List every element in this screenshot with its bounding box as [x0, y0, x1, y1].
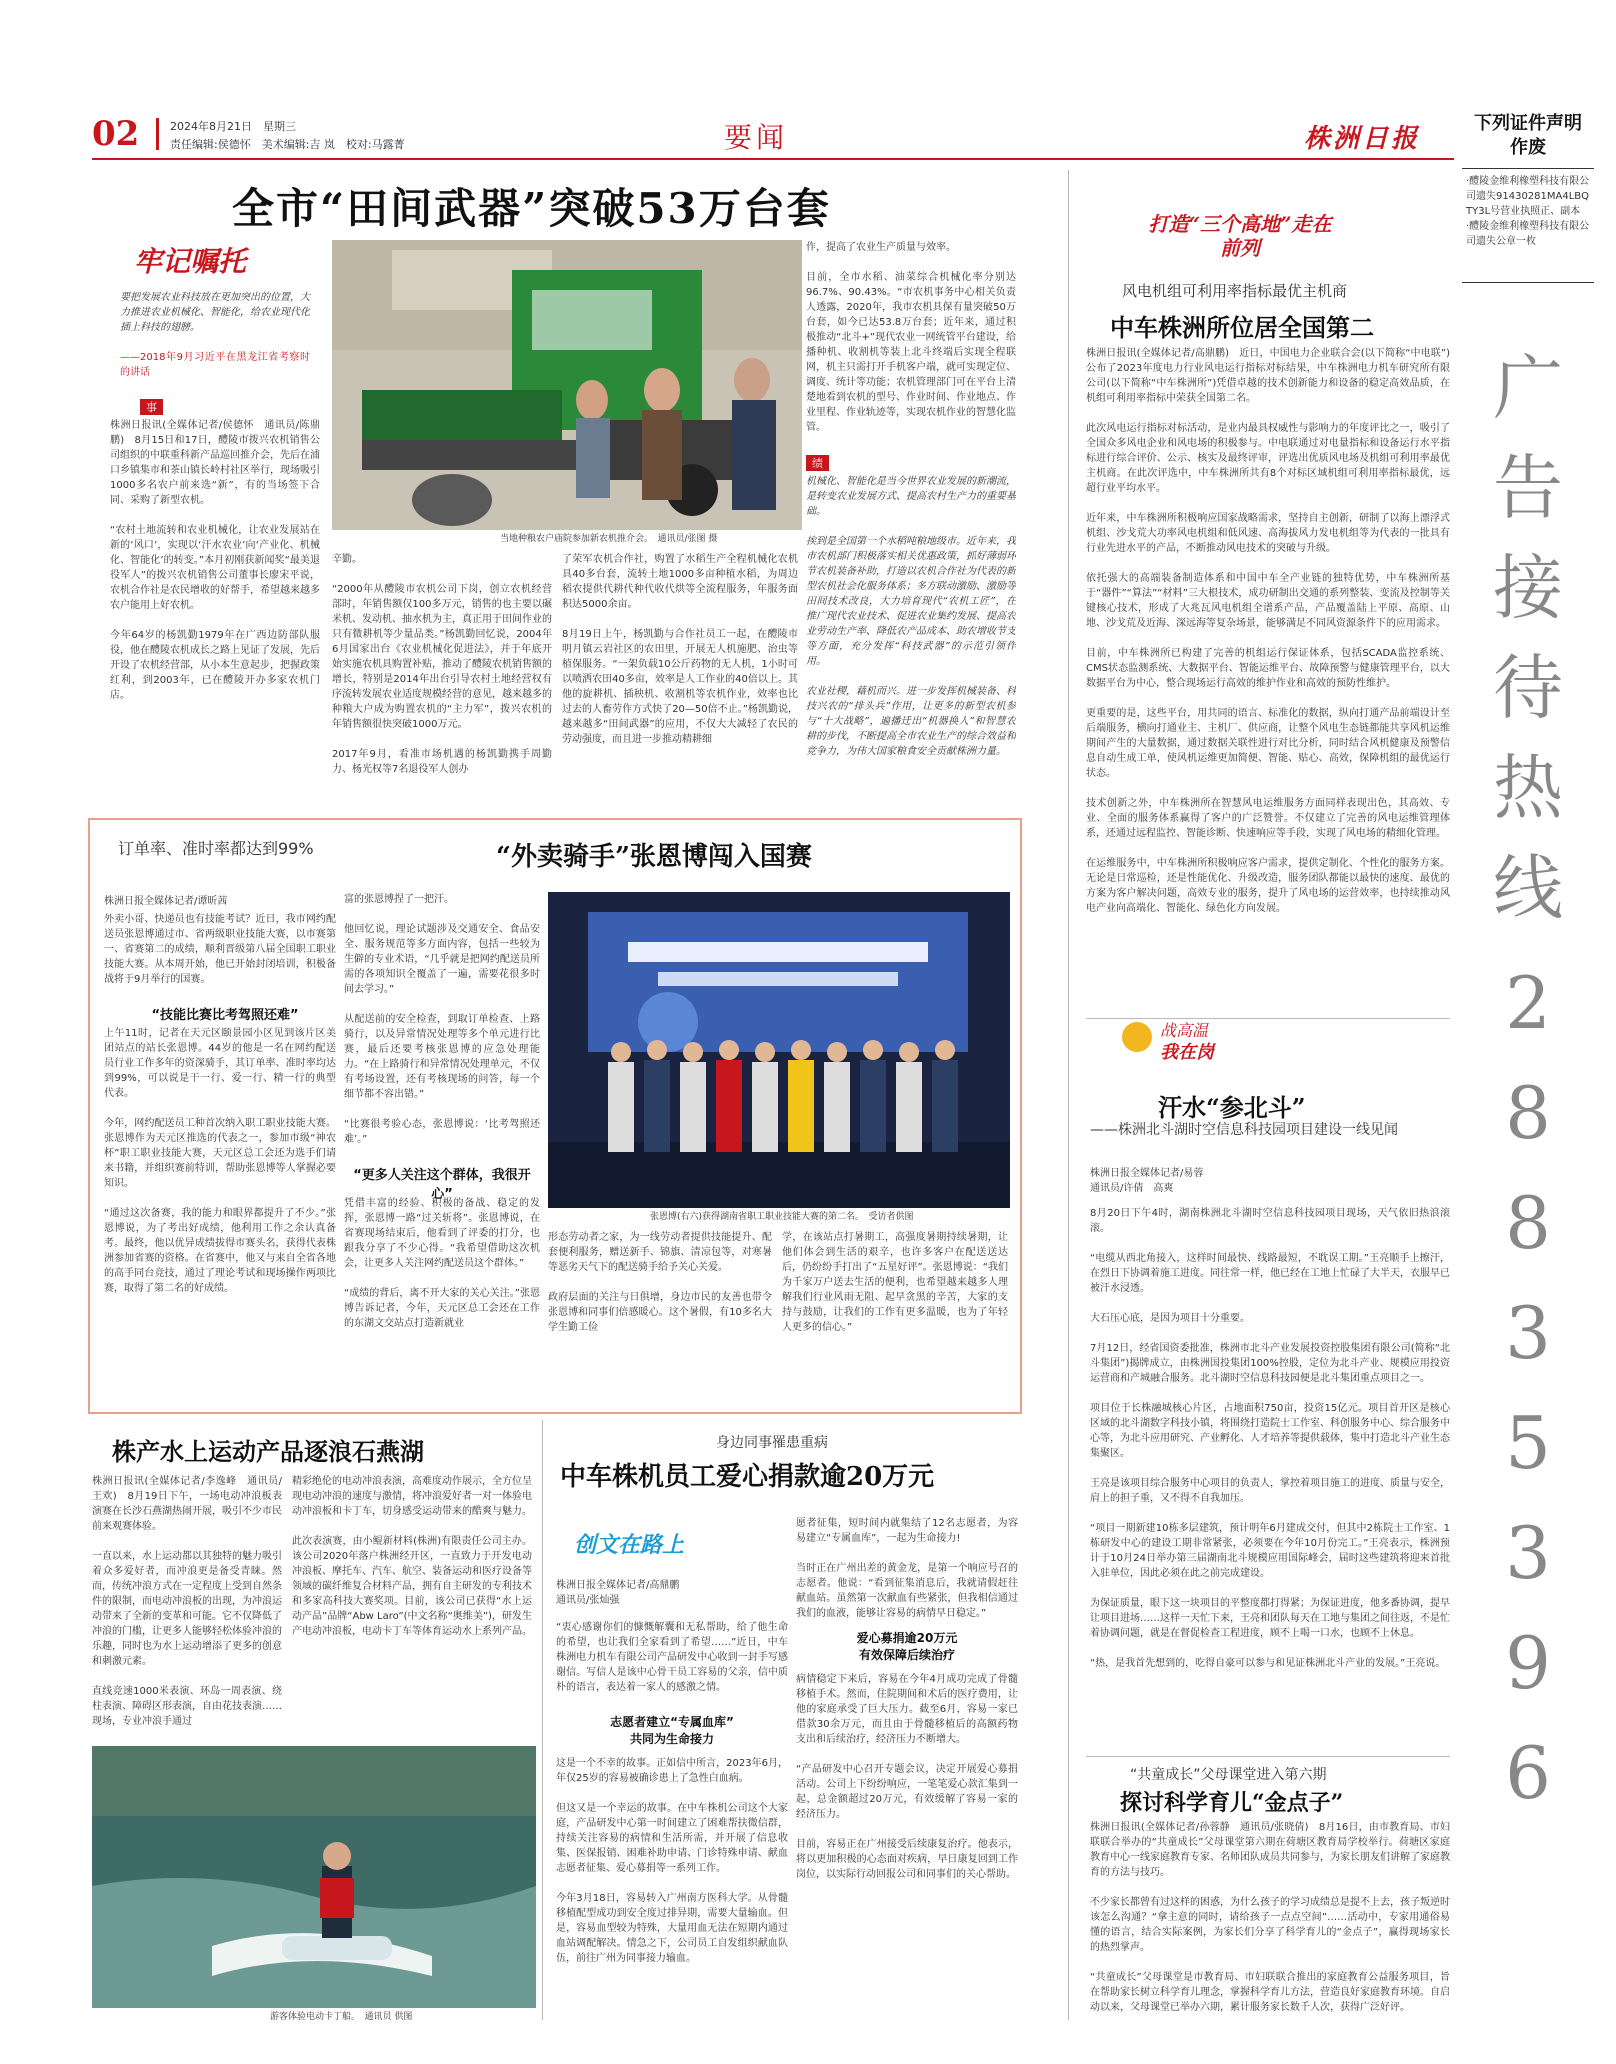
courier-col3: 形态劳动者之家，为一线劳动者提供技能提升、配套便利服务，赠送新手、锦旗、清凉包等，对寒暑等恶劣天气下的配送骑手给予关心关爱。 政府层面的关注与日俱增，身边市民的友善也带令张恩博和同事们倍感暖心。这个暑假，有10多名大学生勤工俭 [548, 1232, 772, 1333]
sidebar [1462, 108, 1594, 2008]
donation-sub2: 爱心募捐逾20万元 有效保障后续治疗 [856, 1631, 958, 1662]
ad-text: 广告接待热线 [1493, 347, 1563, 929]
tag-ji [806, 452, 829, 471]
article1-quote: 要把发展农业科技放在更加突出的位置，大力推进农业机械化、智能化，给农业现代化插上科技的翅膀。 [120, 292, 310, 333]
donation-kicker: 身边同事罹患重病 [716, 1435, 828, 1451]
parent-divider [1086, 1756, 1450, 1757]
donation-sub1: 志愿者建立“专属血库” 共同为生命接力 [610, 1715, 734, 1746]
harvester-photo-caption: 当地种粮农户庙院参加新农机推介会。 通讯员/张图 摄 [500, 534, 718, 544]
notice-title: 下列证件声明作废 [1474, 113, 1582, 158]
harvester-photo [332, 240, 802, 530]
courier-col2: 富的张恩博捏了一把汗。 他回忆说，理论试题涉及交通安全、食品安全、服务规范等多方面内容，包括一些较为生僻的专业术语，“几乎就是把网约配送员所需的各项知识全覆盖了一遍，需要花很多时间去学习。” 从配送前的安全检查，到取订单检查、上路骑行，以及异常情况处理等多个单元进行比赛，最后还要考核张恩博的应急处理能力。“在上路骑行和异常情况处理单元，不仅有考场设置，还有考核现场的问答，每一个细节都不容出错。” “比赛很考验心态，张恩博说：‘比考驾照还难’。” [344, 894, 540, 1145]
header-rule [92, 158, 1454, 160]
section-title: 要闻 [724, 121, 789, 154]
header-divider [156, 118, 159, 150]
harvester-illustration [332, 240, 802, 530]
sweat-subheadline: ——株洲北斗湖时空信息科技园项目建设一线见闻 [1090, 1122, 1398, 1138]
tag-ji-label: 绩 [806, 455, 829, 471]
article1-col2: 辛勤。 “2000年从醴陵市农机公司下岗，创立农机经营部时，年销售额仅100多万元，销售的也主要以碾米机、发动机、抽水机为主，真正用于田间作业的只有微耕机等少量品类。”杨凯勤回忆说，2004年6月国家出台《农业机械化促进法》，并于年底开始实施农机具购置补贴，推动了醴陵农机销售额的增长，特别是2014年出台引导农村土地经营权有序流转发展农业适度规模经营的意见，越来越多的种粮大户成为购置农机的“主力军”，拨兴农机的年销售额很快突破1000万元。 2017年9月，看准市场机遇的杨凯勤携手周勤力、杨光权等7名退役军人创办 [332, 554, 552, 775]
jetboard-photo-caption: 游客体验电动卡丁船。 通讯员 供图 [270, 2012, 413, 2022]
donation-column-logo: 创文在路上 [574, 1532, 685, 1558]
article1-col4: 作，提高了农业生产质量与效率。 目前，全市水稻、油菜综合机械化率分别达96.7%、90.43%。“市农机事务中心相关负责人透露，2020年，我市农机具保有量突破50万台套，如今已达53.8万台套；近年来，通过积极推动“北斗+”现代农业一网统管平台建设，给播种机、收割机等装上北斗终端后实现全程联网，机主只需打开手机客户端，就可实现定位、调度、统计等功能；农机管理部门可在平台上清楚地看到农机的型号、作业时间、作业地点、作业里程、作业轨迹等，实现农机作业的智慧化监管。 [806, 242, 1016, 433]
jetboard-photo [92, 1746, 536, 2008]
crrc-kicker: 风电机组可利用率指标最优主机商 [1122, 282, 1348, 300]
ad-phone: 28835396 [1505, 961, 1551, 1815]
donation-col2b: 病情稳定下来后，容易在今年4月成功完成了骨髓移植手术。然而，住院期间和术后的医疗费用，让他的家庭承受了巨大压力。截至6月，容易一家已借款30余万元，而且由于骨髓移植后的高额药物支出和后续治疗，经济压力不断增大。 “产品研发中心召开专题会议，决定开展爱心募捐活动。公司上下纷纷响应，一笔笔爱心款汇集到一起，总金额超过20万元，有效缓解了容易一家的经济压力。 目前，容易正在广州接受后续康复治疗。他表示，将以更加积极的心态面对疾病，早日康复回到工作岗位，以实际行动回报公司和同事们的关心帮助。 [796, 1674, 1018, 1880]
water-col2: 精彩绝伦的电动冲浪表演，高难度动作展示，全方位呈现电动冲浪的速度与激情，将冲浪爱好者一对一体验电动冲浪板和卡丁车，切身感受运动带来的酷爽与魅力。 此次表演赛，由小鲲新材料(株洲)有限责任公司主办。该公司2020年落户株洲经开区，一直致力于开发电动冲浪板、摩托车、汽车、航空、装备运动和医疗设备等领域的碳纤维复合材料产品，拥有自主研发的专利技术和多家高科技大赛奖项。目前，该公司已获得“水上运动产品”品牌“Abw Laro”(中文名称“奥维美”)，研发生产电动冲浪板，电动卡丁车等体育运动水上系列产品。 [292, 1476, 532, 1637]
article1-quote-source: ——2018年9月习近平在黑龙江省考察时的讲话 [120, 352, 310, 378]
jetboard-illustration [92, 1746, 536, 2008]
sweat-headline: 汗水“参北斗” [1158, 1093, 1306, 1122]
date-line: 2024年8月21日 星期三 [170, 120, 296, 133]
article1-commentary: 机械化、智能化是当今世界农业发展的新潮流，是转变农业发展方式、提高农村生产力的重要基础。 挨到是全国第一个水稻吨粮地级市。近年来，我市农机部门积极落实相关优惠政策，抓好薄弱环节农机装备补助，打造以农机合作社为代表的新型农机社会化服务体系；多方联动激励、激励等田间技术改良，大力培育现代“农机工匠”，在推广现代农业技术、促进农业集约发展、提高农业劳动生产率、降低农产品成本、助农增收节支等方面，充分发挥“科技武器”的示范引领作用。 农业社稷，藉机而兴。进一步发挥机械装备、科技兴农的“排头兵”作用，让更多的新型农机参与“十大战略”，遍播迁出“机器换人”和智慧农耕的步伐，不断提高全市农业生产的综合效益和竞争力，为伟大国家粮食安全贡献株洲力量。 [806, 476, 1016, 757]
parent-body: 株洲日报讯(全媒体记者/孙蓉静 通讯员/张晓倩) 8月16日，由市教育局、市妇联联合举办的“共童成长”父母课堂第六期在荷塘区教育局学校举行。荷塘区家庭教育中心一线家庭教育专家、名师团队成员共同参与，为家长朋友们讲解了家庭教育的方法与技巧。 不少家长都曾有过这样的困惑，为什么孩子的学习成绩总是提不上去，孩子叛逆时该怎么沟通？“拿主意的同时，请给孩子一点点空间”……活动中，专家用通俗易懂的语言，结合实际案例，为家长们分享了科学育儿的“金点子”，赢得现场家长的热烈掌声。 “共童成长”父母课堂是市教育局、市妇联联合推出的家庭教育公益服务项目，旨在帮助家长树立科学育儿理念，掌握科学育儿方法，营造良好家庭教育环境。自启动以来，父母课堂已举办六期，累计服务家长数千人次，获得广泛好评。 [1090, 1822, 1450, 2013]
paper-name-logo: 株洲日报 [1304, 124, 1421, 154]
tag-shi [140, 396, 163, 415]
crrc-banner: 打造“三个高地”走在前列 [1148, 212, 1332, 260]
page-number: 02 [92, 114, 140, 154]
courier-sub2: “更多人关注这个群体，我很开心” [353, 1168, 531, 1202]
parent-headline: 探讨科学育儿“金点子” [1120, 1790, 1344, 1816]
courier-headline: “外卖骑手”张恩博闯入国赛 [496, 842, 812, 872]
courier-kicker: 订单率、准时率都达到99% [118, 839, 314, 858]
heat-column-logo [1122, 1016, 1262, 1076]
notice-body: ·醴陵金维利橡塑科技有限公司遗失91430281MA4LBQTY3L号营业执照正、副本 ·醴陵金维利橡塑科技有限公司遗失公章一枚 [1466, 176, 1590, 247]
donation-col1: “衷心感谢你们的慷慨解囊和无私帮助，给了他生命的希望，也让我们全家看到了希望……”近日，中车株洲电力机车有限公司产品研发中心收到一封手写感谢信。写信人是该中心骨干员工容易的父亲，信中质朴的语言，表达着一家人的感激之情。 [556, 1622, 788, 1693]
ad-rule [1462, 282, 1594, 283]
crrc-body: 株洲日报讯(全媒体记者/高鼎鹏) 近日，中国电力企业联合会(以下简称“中电联”)公布了2023年度电力行业风电运行指标对标结果，中车株洲电力机车研究所有限公司(以下简称“中车株洲所”)凭借卓越的技术创新能力和设备的稳定高效品质，在机组可利用率指标中荣获全国第二名。 此次风电运行指标对标活动，是业内最具权威性与影响力的年度评比之一，吸引了全国众多风电企业和风电场的积极参与。中电联通过对电量指标和设备运行水平指标进行综合评价、公示、核实及最终评审，评选出优质风电场及机组可利用率最优主机商。在此次评选中，中车株洲所共有8个对标区域机组可利用率指标最优，远超行业平均水平。 近年来，中车株洲所积极响应国家战略需求，坚持自主创新，研制了以海上漂浮式机组、沙戈荒大功率风电机组和低风速、高海拔风力发电机组等为代表的一批具有行业先进水平的产品，不断推动风电技术的突破与升级。 依托强大的高端装备制造体系和中国中车全产业链的独特优势，中车株洲所基于“器件”“算法”“材料”三大根技术，成功研制出交通的系列整装、变流及控制等关键核心技术，形成了大兆瓦风电机组全谱系产品，产品覆盖陆上平原、高原、山地、沙戈荒及近海、深远海等复杂场景，能够满足不同风资源条件下的应用需求。 目前，中车株洲所已构建了完善的机组运行保证体系，包括SCADA监控系统、CMS状态监测系统、大数据平台、智能运维平台、故障预警与健康管理平台，以大数据平台为中心，整合现场运行高效的维护作业和高效的预防性维护。 更重要的是，这些平台，用共同的语言、标准化的数据，纵向打通产品前端设计至后端服务，横向打通业主、主机厂、供应商，让整个风电生态链都能共享风机运维期间产生的大量数据，通过数据关联性进行对比分析，同时结合风机健康及预警信息自动生成工单，使风机运维更加简便、智能、贴心、高效，保障机组的最优运行状态。 技术创新之外，中车株洲所在智慧风电运维服务方面同样表现出色，其高效、专业、全面的服务体系赢得了客户的广泛赞誉。不仅建立了完善的风电运维管理体系，还通过远程监控、智能诊断、快速响应等手段，实现了风电场的精细化管理。 在运维服务中，中车株洲所积极响应客户需求，提供定制化、个性化的服务方案。无论是日常巡检，还是性能优化、升级改造，服务团队都能以最快的速度、最优的方案为客户解决问题，高效专业的服务，提升了风电场的运营效率，也持续推动风电产业向高端化、智能化、绿色化方向发展。 [1086, 348, 1450, 914]
water-col1: 株洲日报讯(全媒体记者/李逸峰 通讯员/王欢) 8月19日下午，一场电动冲浪板表演赛在长沙石燕湖热闹开展，吸引不少市民前来观赛体验。 一直以来，水上运动都以其独特的魅力吸引着众多爱好者，而冲浪更是备受青睐。然而，传统冲浪方式在一定程度上受到自然条件的限制，而电动冲浪板的出现，为冲浪运动带来了全新的变革和可能。它不仅降低了冲浪的门槛，让更多人能够轻松体验冲浪的乐趣，同时也为水上运动增添了更多的创意和刺激元素。 直线竞速1000米表演、环岛一周表演、绕柱表演、障碍区形表演，自由花技表演……现场，专业冲浪手通过 [92, 1476, 282, 1727]
editors-line: 责任编辑:侯德怀 美术编辑:吉 岚 校对:马露菁 [170, 138, 405, 151]
award-ceremony-illustration [548, 892, 1010, 1208]
donation-col2: 愿者征集，短时间内就集结了12名志愿者，为容易建立“专属血库”，一起为生命接力! 当时正在广州出差的黄金龙，是第一个响应号召的志愿者。他说：“看到征集消息后，我就请假赶往献血站。虽然第一次献血有些紧张，但我相信通过我们的血液，能够让容易的病情早日稳定。” [796, 1518, 1018, 1619]
heat-logo-bottom: 我在岗 [1160, 1042, 1214, 1063]
sun-icon [1122, 1022, 1152, 1052]
recall-column-logo: 牢记嘱托 [134, 245, 247, 278]
article1-headline: 全市“田间武器”突破53万台套 [232, 184, 831, 233]
column-rule-mid [542, 1420, 543, 2020]
article1-col3: 了荣军农机合作社，购置了水稻生产全程机械化农机具40多台套，流转土地1000多亩种植水稻，为周边稻农提供代耕代种代收代烘等全流程服务，年服务面积达5000余亩。 8月19日上午，杨凯勤与合作社员工一起，在醴陵市明月镇云岩社区的农田里，开展无人机施肥、治虫等植保服务。“一架负载10公斤药物的无人机，1小时可以喷洒农田40多亩，效率是人工作业的40倍以上。其他的旋耕机、插秧机、收割机等农机作业，效率也比过去的人畜劳作方式快了20—50倍不止。”杨凯勤说，越来越多“田间武器”的应用，不仅大大减轻了农民的劳动强度，而且进一步推动精耕细 [562, 554, 798, 745]
column-rule-right [1068, 170, 1069, 2020]
courier-byline: 株洲日报全媒体记者/谭昕茜 [104, 896, 228, 907]
courier-col4: 学，在该站点打暑期工，高强度暑期持续暑期，让他们体会到生活的艰辛，也许多客户在配送送达后，仍纷纷手打出了“五星好评”。张恩博说：“我们为千家万户送去生活的便利，也希望越来越多人理解我们行业风雨无阻、起早贪黑的辛苦，大家的支持与鼓励，让我们的工作有更多温暖，也为了年轻人更多的信心。” [782, 1232, 1008, 1333]
heat-logo-top: 战高温 [1160, 1021, 1209, 1040]
notice-rule [1462, 168, 1594, 169]
courier-sub1: “技能比赛比考驾照还难” [151, 1008, 299, 1023]
sweat-body: 8月20日下午4时，湖南株洲北斗湖时空信息科技园项目现场，天气依旧热浪滚滚。 “电缆从西北角接入，这样时间最快、线路最短，不耽误工期。”王亮顺手上擦汗，在烈日下协调着施工进度。同往常一样，他已经在工地上忙碌了大半天，衣服早已被汗水浸透。 大石压心底，是因为项目十分重要。 7月12日，经省国资委批准，株洲市北斗产业发展投资控股集团有限公司(简称“北斗集团”)揭牌成立，由株洲国投集团100%控股，定位为北斗产业、规模应用投资运营商和产城融合服务。北斗湖时空信息科技园便是北斗集团重点项目之一。 项目位于长株融城核心片区，占地面积750亩，投资15亿元。项目首开区是核心区域的北斗湖数字科技小镇，将围绕打造院士工作室、科创服务中心、综合服务中心等，为北斗应用研究、产业孵化、人才培养等提供载体，集中打造北斗产业生态集聚区。 王亮是该项目综合服务中心项目的负责人，掌控着项目施工的进度、质量与安全，肩上的担子重，又不得不自我加压。 “项目一期新建10栋多层建筑，预计明年6月建成交付，但其中2栋院士工作室、1栋研发中心的建设工期非常紧张，必须要在今年10月份完工。”王亮表示，株洲预计于10月24日举办第三届湖南北斗规模应用国际峰会，届时这些建筑将迎来首批入驻单位，因此必须在此之前完成建设。 为保证质量，眼下这一块项目的平整度都打得紧；为保证进度，他多番协调，提早让项目进场……这样一天忙下来，王亮和团队每天在工地与集团之间往返，不是忙着协调问题，就是在督促检查工程进度，顾不上喝一口水，也顾不上休息。 “热，是我首先想到的，吃得自豪可以参与和见证株洲北斗产业的发展。”王亮说。 [1090, 1208, 1450, 1669]
tag-shi-label: 事 [140, 399, 163, 415]
crrc-headline: 中车株洲所位居全国第二 [1110, 313, 1374, 342]
courier-col1: 外卖小哥、快递员也有技能考试？近日，我市网约配送员张恩博通过市、省两级职业技能大赛，以市赛第一、省赛第二的成绩，顺利晋级第八届全国职工职业技能大赛。从本周开始，他已开始封闭培训，积极备战将于9月举行的国赛。 [104, 914, 336, 985]
donation-col1b: 这是一个不幸的故事。正如信中所言，2023年6月，年仅25岁的容易被确诊患上了急性白血病。 但这又是一个幸运的故事。在中车株机公司这个大家庭，产品研发中心第一时间建立了困难帮扶微信群，持续关注容易的病情和生活所需，并开展了信息收集、医保报销、困难补助申请、门诊特殊申请、献血志愿者征集、爱心募捐等一系列工作。 今年3月18日，容易转入广州南方医科大学。从骨髓移植配型成功到安全度过排异期，需要大量输血。但是，容易血型较为特殊，大量用血无法在短期内通过血站调配解决。情急之下，公司员工自发组织献血队伍，前往广州为同事接力输血。 [556, 1758, 788, 1964]
courier-col1b: 上午11时，记者在天元区颐景园小区见到该片区美团站点的站长张恩博。44岁的他是一名在网约配送员行业工作多年的资深骑手，其订单率、准时率均达到99%，可以说是干一行、爱一行、精一行的典型代表。 今年，网约配送员工种首次纳入职工职业技能大赛。张恩博作为天元区推选的代表之一，参加市级“神农杯”职工职业技能大赛，天元区总工会还为选手们请来书籍，并组织赛前特训，帮助张恩博等人掌握必要知识。 “通过这次备赛，我的能力和眼界都提升了不少。”张恩博说，为了考出好成绩，他利用工作之余认真备考。最终，他以优异成绩拔得市赛头名，获得代表株洲参加省赛的资格。在省赛中，他又与来自全省各地的高手同台竞技，通过了理论考试和现场操作两项比赛，取得了第二名的好成绩。 [104, 1028, 336, 1294]
donation-byline: 株洲日报全媒体记者/高鼎鹏 通讯员/张灿强 [556, 1580, 680, 1606]
page-header [92, 112, 1452, 158]
award-ceremony-photo [548, 892, 1010, 1208]
courier-col2b: 凭借丰富的经验、积极的备战、稳定的发挥，张恩博一路“过关斩将”。张恩博说，在省赛现场结束后，他看到了评委的打分，也跟我分享了不少心得。“我希望借助这次机会，让更多人关注网约配送员这个群体。” “成绩的背后，离不开大家的关心关注。”张恩博告诉记者，今年，天元区总工会还在工作的东湖文交站点打造新就业 [344, 1198, 540, 1329]
parent-kicker: “共童成长”父母课堂进入第六期 [1130, 1767, 1327, 1783]
donation-headline: 中车株机员工爱心捐款逾20万元 [560, 1462, 935, 1492]
award-photo-caption: 张恩博(右六)获得湖南省职工职业技能大赛的第二名。 受访者供图 [650, 1212, 914, 1222]
water-headline: 株产水上运动产品逐浪石燕湖 [112, 1437, 424, 1466]
sweat-byline: 株洲日报全媒体记者/易蓉 通讯员/许倩 高爽 [1090, 1168, 1204, 1194]
article1-col1: 株洲日报讯(全媒体记者/侯德怀 通讯员/陈鼎鹏) 8月15日和17日，醴陵市拨兴农机销售公司组织的中联重科新产品巡回推介会，先后在浦口乡镇集市和茶山镇长岭村社区举行，现场吸引1000多名农户前来选“新”，有的当场签下合同、采购了新型农机。 “农村土地流转和农业机械化，让农业发展站在新的‘风口’，实现以‘汗水农业’向‘产业化、机械化、智能化’的转变。”本月初刚获新闻奖“最美退役军人”的拨兴农机销售公司董事长廖宋平说，农机合作社是农民增收的好帮手，希望越来越多农户能用上好农机。 今年64岁的杨凯勤1979年在广西边防部队服役，他在醴陵农机成长之路上见证了发展，先后开设了农机经营部，从小本生意起步，把握政策红利，到2003年，已在醴陵开办多家农机门店。 [110, 420, 320, 701]
